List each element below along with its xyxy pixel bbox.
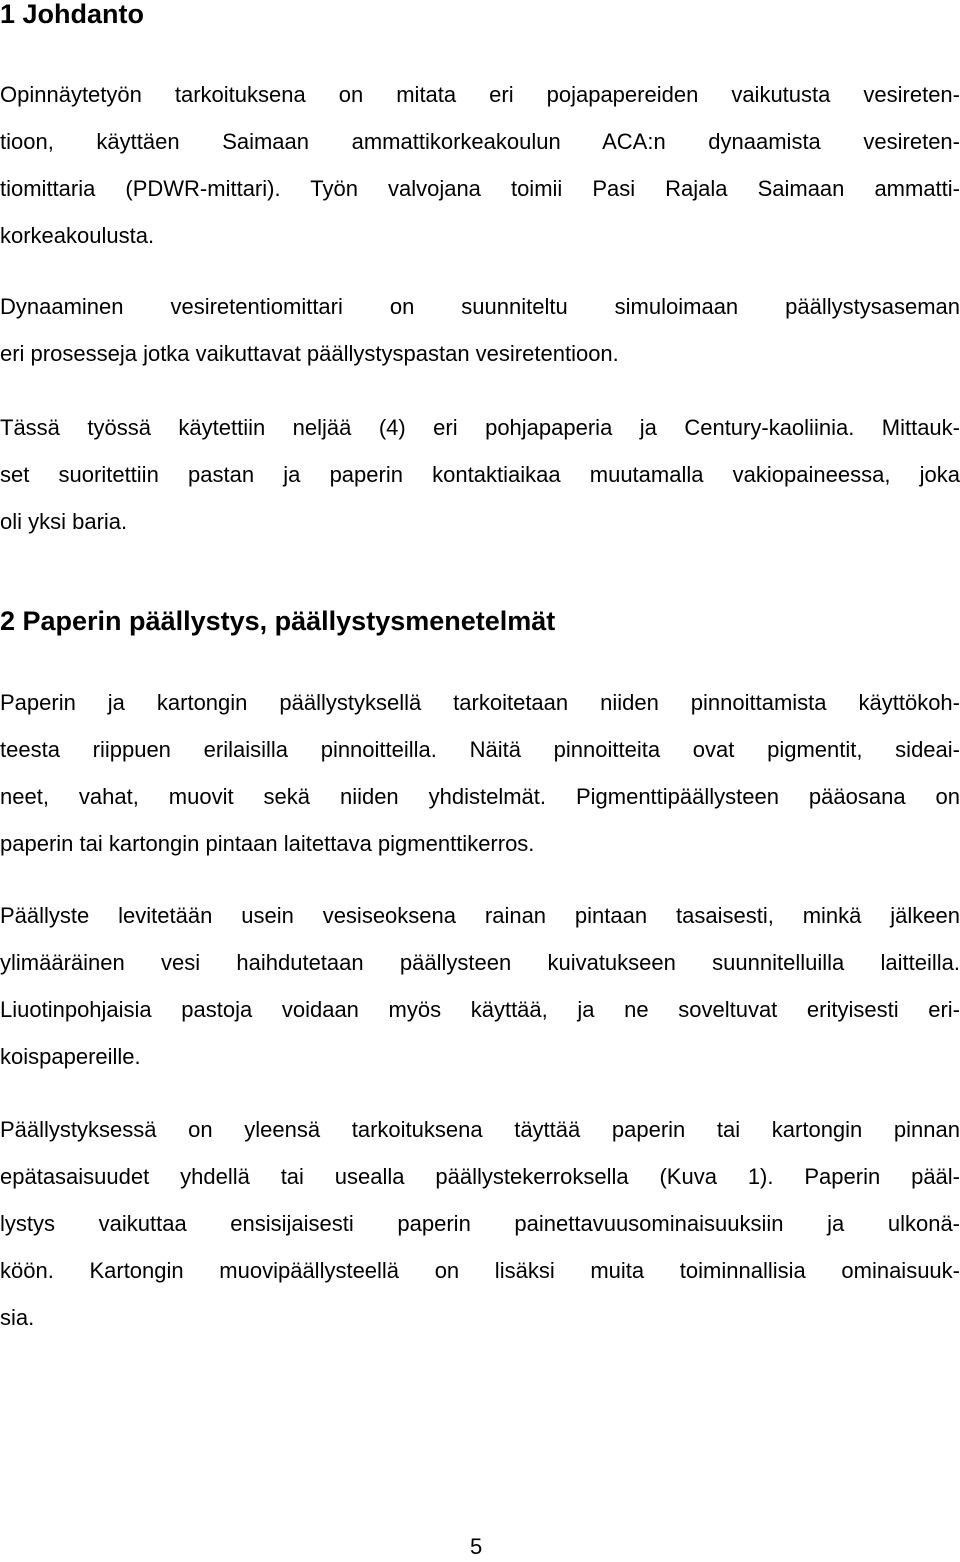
text-line: Dynaaminen vesiretentiomittari on suunniteltu simuloimaan päällystysaseman xyxy=(0,294,960,319)
text-line: lystys vaikuttaa ensisijaisesti paperin painettavuusominaisuuksiin ja ulkonä- xyxy=(0,1211,960,1236)
paragraph-coating-definition xyxy=(0,679,960,867)
page-number: 5 xyxy=(470,1534,483,1559)
text-line: eri prosesseja jotka vaikuttavat päällystyspastan vesiretentioon. xyxy=(0,341,619,366)
text-line: korkeakoulusta. xyxy=(0,223,155,248)
text-line: ylimääräinen vesi haihdutetaan päällysteen kuivatukseen suunnitelluilla laitteilla. xyxy=(0,950,960,975)
text-line: Liuotinpohjaisia pastoja voidaan myös käyttää, ja ne soveltuvat erityisesti eri- xyxy=(0,997,960,1022)
text-line: set suoritettiin pastan ja paperin kontaktiaikaa muutamalla vakiopaineessa, joka xyxy=(0,462,960,487)
text-line: oli yksi baria. xyxy=(0,509,128,534)
text-line: sia. xyxy=(0,1305,35,1330)
section-heading-1: 1 Johdanto xyxy=(0,0,145,29)
text-line: köön. Kartongin muovipäällysteellä on lisäksi muita toiminnallisia ominaisuuk- xyxy=(0,1258,960,1283)
text-line: Päällystyksessä on yleensä tarkoituksena täyttää paperin tai kartongin pinnan xyxy=(0,1117,960,1142)
text-line: teesta riippuen erilaisilla pinnoitteilla. Näitä pinnoitteita ovat pigmentit, sideai- xyxy=(0,737,960,762)
text-line: epätasaisuudet yhdellä tai usealla päällystekerroksella (Kuva 1). Paperin pääl- xyxy=(0,1164,960,1189)
text-line: koispapereille. xyxy=(0,1044,141,1069)
text-line: Tässä työssä käytettiin neljää (4) eri pohjapaperia ja Century-kaoliinia. Mittauk- xyxy=(0,415,960,440)
text-line: Päällyste levitetään usein vesiseoksena rainan pintaan tasaisesti, minkä jälkeen xyxy=(0,903,960,928)
text-line: Opinnäytetyön tarkoituksena on mitata eri pojapapereiden vaikutusta vesireten- xyxy=(0,82,960,107)
paragraph-coating-application xyxy=(0,892,960,1080)
text-line: paperin tai kartongin pintaan laitettava pigmenttikerros. xyxy=(0,831,535,856)
paragraph-intro-purpose xyxy=(0,71,960,259)
paragraph-intro-method xyxy=(0,404,960,545)
text-line: neet, vahat, muovit sekä niiden yhdistelmät. Pigmenttipäällysteen pääosana on xyxy=(0,784,960,809)
paragraph-intro-device xyxy=(0,283,960,377)
text-line: tiomittaria (PDWR-mittari). Työn valvojana toimii Pasi Rajala Saimaan ammatti- xyxy=(0,176,960,201)
paragraph-coating-purpose xyxy=(0,1106,960,1341)
text-line: Paperin ja kartongin päällystyksellä tarkoitetaan niiden pinnoittamista käyttökoh- xyxy=(0,690,960,715)
text-line: tioon, käyttäen Saimaan ammattikorkeakoulun ACA:n dynaamista vesireten- xyxy=(0,129,960,154)
section-heading-2: 2 Paperin päällystys, päällystysmenetelmät xyxy=(0,606,556,636)
